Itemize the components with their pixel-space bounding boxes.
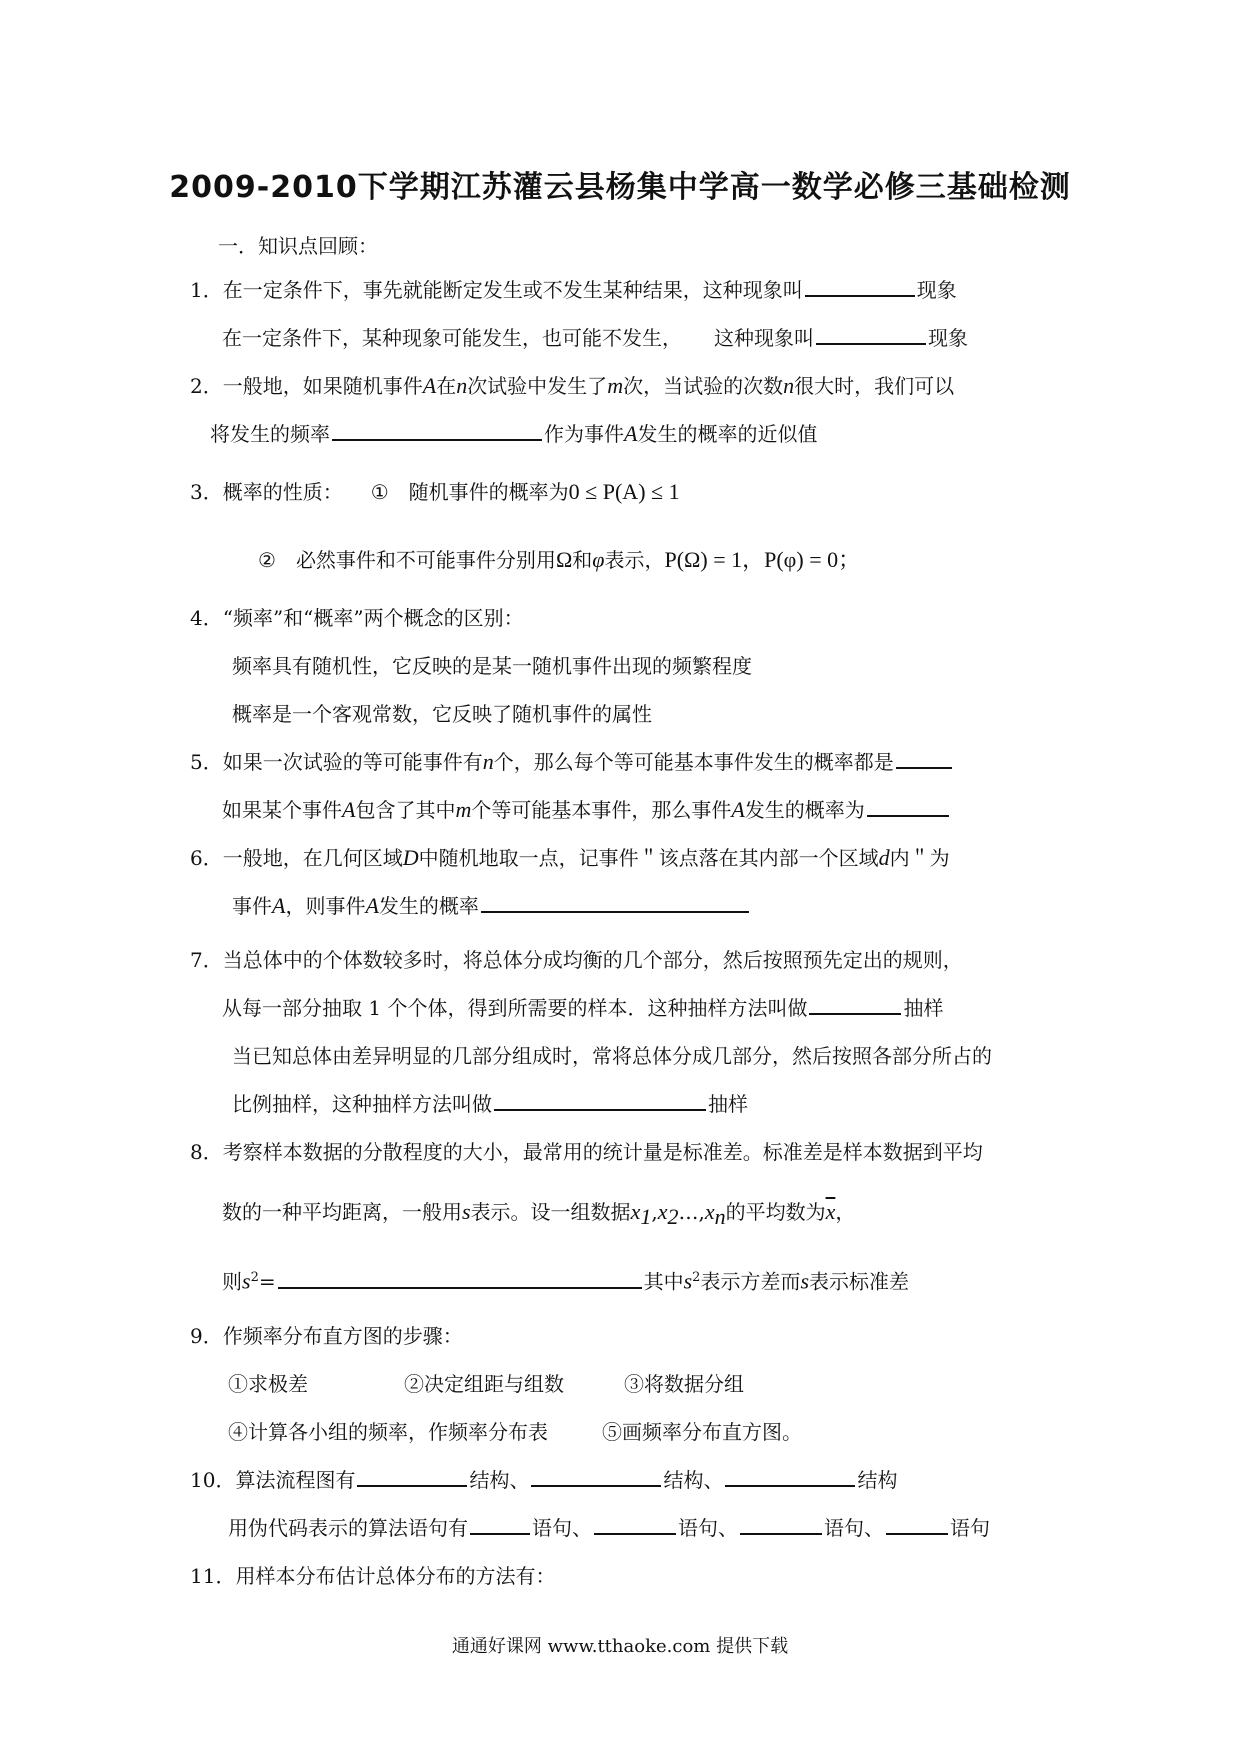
question-10-line-2: 用伪代码表示的算法语句有 语句、 语句、 语句、 语句 <box>228 1516 990 1540</box>
footer-source[interactable]: 通通好课网 www.tthaoke.com 提供下载 <box>451 1636 789 1657</box>
question-11-line-1: 11．用样本分布估计总体分布的方法有： <box>190 1564 556 1588</box>
question-4-head: 4．“频率”和“概率”两个概念的区别： <box>190 606 524 630</box>
question-1-line-2: 在一定条件下，某种现象可能发生，也可能不发生， 这种现象叫 现象 <box>222 326 968 350</box>
question-5-line-2: 如果某个事件A包含了其中m个等可能基本事件，那么事件A发生的概率为 <box>222 796 951 824</box>
question-number: 8． <box>190 1140 223 1164</box>
question-number: 7． <box>190 948 223 972</box>
answer-blank[interactable] <box>809 995 901 1015</box>
answer-blank[interactable] <box>886 1515 948 1535</box>
question-2-line-1: 2．一般地，如果随机事件A在n次试验中发生了m次，当试验的次数n很大时，我们可以 <box>190 373 955 398</box>
answer-blank[interactable] <box>494 1091 706 1111</box>
question-3-line-1: 3．概率的性质： ① 随机事件的概率为0 ≤ P(A) ≤ 1 <box>190 479 680 504</box>
question-9-step-3: ③将数据分组 <box>624 1372 744 1396</box>
question-8-line-1: 8．考察样本数据的分散程度的大小，最常用的统计量是标准差。标准差是样本数据到平均 <box>190 1140 983 1164</box>
question-5-line-1: 5．如果一次试验的等可能事件有n个，那么每个等可能基本事件发生的概率都是 <box>190 748 954 776</box>
question-number: 5． <box>190 750 223 774</box>
question-10-line-1: 10．算法流程图有 结构、 结构、 结构 <box>190 1468 898 1492</box>
answer-blank[interactable] <box>594 1515 676 1535</box>
question-9-step-4: ④计算各小组的频率，作频率分布表 <box>228 1420 548 1444</box>
answer-blank[interactable] <box>725 1467 855 1487</box>
question-7-line-4: 比例抽样，这种抽样方法叫做 抽样 <box>232 1092 748 1116</box>
question-number: 1． <box>190 278 223 302</box>
answer-blank[interactable] <box>805 277 915 297</box>
question-2-line-2: 将发生的频率 作为事件A发生的概率的近似值 <box>210 421 818 446</box>
question-9-head: 9．作频率分布直方图的步骤： <box>190 1324 463 1348</box>
question-9-step-1: ①求极差 <box>228 1372 308 1396</box>
question-8-line-3: 则$s^2=$ 其中$s^2$表示方差而s表示标准差 <box>222 1268 910 1294</box>
section-heading: 一．知识点回顾： <box>218 234 378 258</box>
answer-blank[interactable] <box>816 325 926 345</box>
question-6-line-2: 事件A，则事件A发生的概率 <box>232 892 751 920</box>
question-7-line-3: 当已知总体由差异明显的几部分组成时，常将总体分成几部分，然后按照各部分所占的 <box>232 1044 992 1068</box>
question-number: 11． <box>190 1564 236 1588</box>
question-number: 3． <box>190 480 223 504</box>
answer-blank[interactable] <box>531 1467 661 1487</box>
question-number: 10． <box>190 1468 236 1492</box>
answer-blank[interactable] <box>357 1467 467 1487</box>
question-8-line-2: 数的一种平均距离，一般用s表示。设一组数据$x_1,x_2\dots,x_n$的平均数为$\overline{x}$， <box>222 1199 856 1229</box>
question-4-line-1: 频率具有随机性，它反映的是某一随机事件出现的频繁程度 <box>232 654 752 678</box>
answer-blank[interactable] <box>740 1515 822 1535</box>
answer-blank[interactable] <box>332 421 542 441</box>
question-9-step-5: ⑤画频率分布直方图。 <box>602 1420 802 1444</box>
question-number: 4． <box>190 606 223 630</box>
question-1-line-1: 1．在一定条件下，事先就能断定发生或不发生某种结果，这种现象叫 现象 <box>190 278 957 302</box>
answer-blank[interactable] <box>481 893 749 913</box>
question-number: 9． <box>190 1324 223 1348</box>
question-9-step-2: ②决定组距与组数 <box>404 1372 564 1396</box>
answer-blank[interactable] <box>867 797 949 817</box>
question-number: 6． <box>190 846 223 870</box>
question-number: 2． <box>190 374 223 398</box>
question-6-line-1: 6．一般地，在几何区域D中随机地取一点，记事件＂该点落在其内部一个区域d内＂为 <box>190 845 950 870</box>
question-7-line-2: 从每一部分抽取 1 个个体，得到所需要的样本．这种抽样方法叫做 抽样 <box>222 996 944 1020</box>
question-3-line-2: ② 必然事件和不可能事件分别用Ω和φ表示，P(Ω) = 1，P(φ) = 0； <box>258 547 861 572</box>
answer-blank[interactable] <box>470 1515 530 1535</box>
question-4-line-2: 概率是一个客观常数，它反映了随机事件的属性 <box>232 702 652 726</box>
question-7-line-1: 7．当总体中的个体数较多时，将总体分成均衡的几个部分，然后按照预先定出的规则， <box>190 948 963 972</box>
document-title: 2009-2010下学期江苏灌云县杨集中学高一数学必修三基础检测 <box>169 170 1071 205</box>
answer-blank[interactable] <box>896 749 952 769</box>
answer-blank[interactable] <box>278 1269 642 1289</box>
